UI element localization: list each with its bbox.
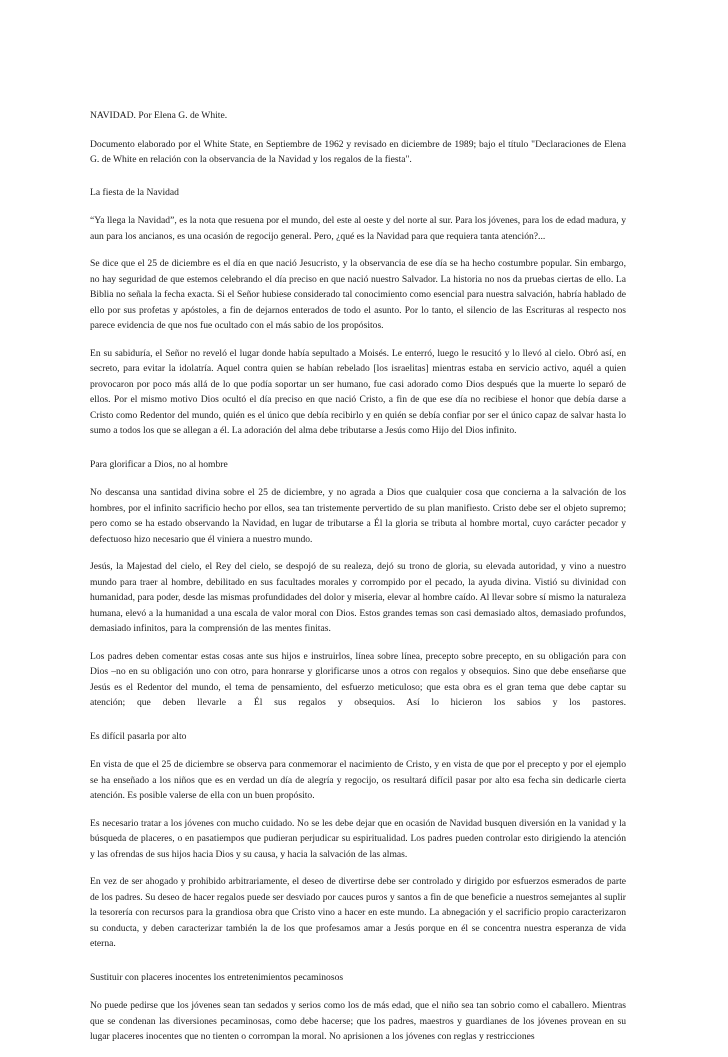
paragraph: No puede pedirse que los jóvenes sean tan sedados y serios como los de más edad, que el niño sea tan sobrio como el caballero. Mientras que se condenan las diversiones pecaminosas, como debe hacerse; que los padres, maestros y guardianes de los jóvenes provean en su lugar placeres inocentes que no tienten o corrompan la moral. No aprisionen a los jóvenes con reglas y restricciones xyxy=(90,1000,626,1042)
paragraph: Los padres deben comentar estas cosas ante sus hijos e instruirlos, línea sobre línea, precepto sobre precepto, en su obligación para con Dios –no en su obligación uno con otro, para honrarse y glorificarse unos a otros con regalos y obsequios. Sino que debe enseñarse que Jesús es el Redentor del mundo, el tema de pensamiento, del esfuerzo meticuloso; que esta obra es el gran tema que debe captar su atención; que deben llevarle a Él sus regalos y obsequios. Así lo hicieron los sabios y los pastores. xyxy=(90,650,626,708)
section-heading: Sustituir con placeres inocentes los entretenimientos pecaminosos xyxy=(90,971,344,983)
section-heading: Para glorificar a Dios, no al hombre xyxy=(90,458,228,470)
section-heading: La fiesta de la Navidad xyxy=(90,186,179,198)
paragraph: En vez de ser ahogado y prohibido arbitrariamente, el deseo de divertirse debe ser controlado y dirigido por esfuerzos esmerados de parte de los padres. Su deseo de hacer regalos puede ser desviado por cauces puros y santos a fin de que beneficie a nuestros semejantes al suplir la tesorería con recursos para la grandiosa obra que Cristo vino a hacer en este mundo. La abnegación y el sacrificio propio caracterizaron su conducta, y deben caracterizar también la de los que profesamos amar a Jesús porque en él se concentra nuestra esperanza de vida eterna. xyxy=(90,876,626,949)
paragraph: “Ya llega la Navidad”, es la nota que resuena por el mundo, del este al oeste y del norte al sur. Para los jóvenes, para los de edad madura, y aun para los ancianos, es una ocasión de regocijo general. Pero, ¿qué es la Navidad para que requiera tanta atención?... xyxy=(90,215,626,242)
paragraph: No descansa una santidad divina sobre el 25 de diciembre, y no agrada a Dios que cualquier cosa que concierna a la salvación de los hombres, por el infinito sacrificio hecho por ellos, sea tan tristemente pervertido de su plan manifiesto. Cristo debe ser el objeto supremo; pero como se ha estado observando la Navidad, en lugar de tributarse a Él la gloria se tributa al hombre mortal, cuyo carácter pecador y defectuoso hizo necesario que él viniera a nuestro mundo. xyxy=(90,487,626,545)
paragraph: Jesús, la Majestad del cielo, el Rey del cielo, se despojó de su realeza, dejó su trono de gloria, su elevada autoridad, y vino a nuestro mundo para traer al hombre, debilitado en sus facultades morales y corrompido por el pecado, la ayuda divina. Vistió su divinidad con humanidad, para poder, desde las mismas profundidades del dolor y miseria, elevar al hombre caído. Al llevar sobre sí mismo la naturaleza humana, elevó a la humanidad a una escala de valor moral con Dios. Estos grandes temas son casi demasiado altos, demasiado profundos, demasiado infinitos, para la comprensión de las mentes finitas. xyxy=(90,561,626,634)
paragraph: Es necesario tratar a los jóvenes con mucho cuidado. No se les debe dejar que en ocasión de Navidad busquen diversión en la vanidad y la búsqueda de placeres, o en pasatiempos que pudieran perjudicar su espiritualidad. Los padres pueden controlar esto dirigiendo la atención y las ofrendas de sus hijos hacia Dios y su causa, y hacia la salvación de las almas. xyxy=(90,817,626,860)
document-page xyxy=(90,108,626,1057)
paragraph: En su sabiduría, el Señor no reveló el lugar donde había sepultado a Moisés. Le enterró, luego le resucitó y lo llevó al cielo. Obró así, en secreto, para evitar la idolatría. Aquel contra quien se habían rebelado [los israelitas] mientras estaba en servicio activo, aquél a quien provocaron por poco más allá de lo que podía soportar un ser humano, fue casi adorado como Dios después que la muerte lo separó de ellos. Por el mismo motivo Dios ocultó el día preciso en que nació Cristo, a fin de que ese día no recibiese el honor que debía darse a Cristo como Redentor del mundo, quién es el único que debía recibirlo y en quién se debía confiar por ser el único capaz de salvar hasta lo sumo a todos los que se allegan a él. La adoración del alma debe tributarse a Jesús como Hijo del Dios infinito. xyxy=(90,347,626,436)
section-heading: Es difícil pasarla por alto xyxy=(90,730,187,742)
paragraph: En vista de que el 25 de diciembre se observa para conmemorar el nacimiento de Cristo, y en vista de que por el precepto y por el ejemplo se ha enseñado a los niños que es en verdad un día de alegría y regocijo, os resultará difícil pasar por alto esa fecha sin dedicarle cierta atención. Es posible valerse de ella con un buen propósito. xyxy=(90,759,626,801)
paragraph: Se dice que el 25 de diciembre es el día en que nació Jesucristo, y la observancia de ese día se ha hecho costumbre popular. Sin embargo, no hay seguridad de que estemos celebrando el día preciso en que nació nuestro Salvador. La historia no nos da pruebas ciertas de ello. La Biblia no señala la fecha exacta. Si el Señor hubiese considerado tal conocimiento como esencial para nuestra salvación, habría hablado de ello por sus profetas y apóstoles, a fin de dejarnos enterados de todo el asunto. Por lo tanto, el silencio de las Escrituras al respecto nos parece evidencia de que nos fue ocultado con el más sabio de los propósitos. xyxy=(90,258,626,331)
document-intro: Documento elaborado por el White State, en Septiembre de 1962 y revisado en diciembre de 1989; bajo el título "Declaraciones de Elena G. de White en relación con la observancia de la Navidad y los regalos de la fiesta". xyxy=(90,138,626,165)
document-title: NAVIDAD. Por Elena G. de White. xyxy=(90,110,228,121)
